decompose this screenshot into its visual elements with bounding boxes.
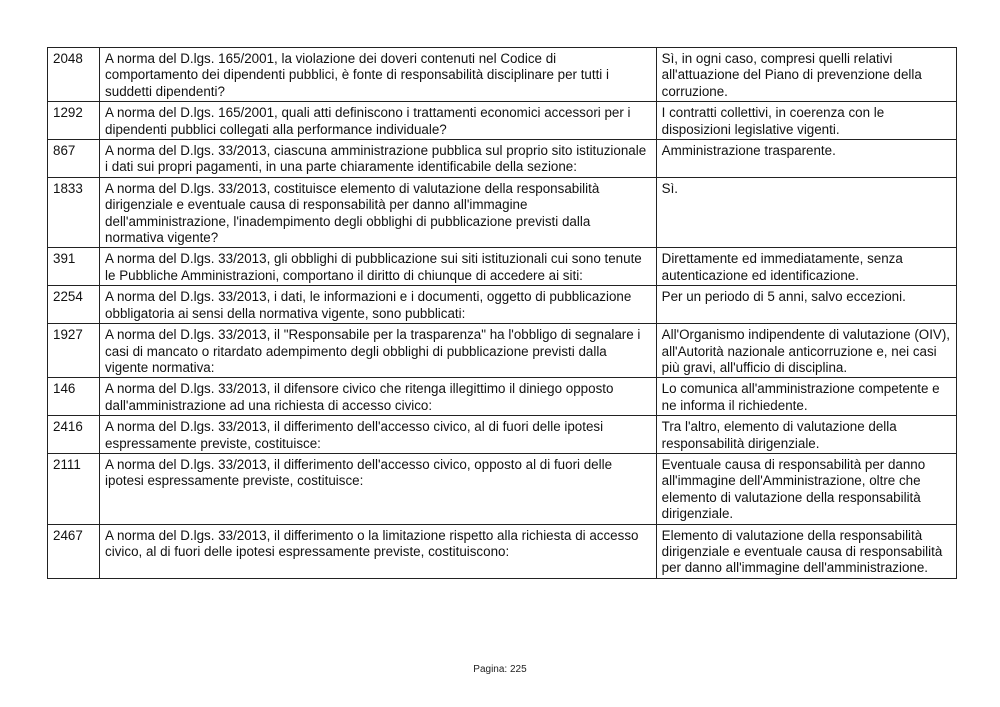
answer-text: I contratti collettivi, in coerenza con le disposizioni legislative vigenti.	[656, 102, 956, 140]
question-id: 867	[48, 140, 100, 178]
question-id: 1927	[48, 324, 100, 378]
table-row	[48, 248, 957, 286]
question-text: A norma del D.lgs. 33/2013, il "Responsabile per la trasparenza" ha l'obbligo di segnalare i casi di mancato o ritardato adempimento degli obblighi di pubblicazione previsti dalla vigente normativa:	[100, 324, 657, 378]
answer-text: Lo comunica all'amministrazione competente e ne informa il richiedente.	[656, 378, 956, 416]
answer-text: Eventuale causa di responsabilità per danno all'immagine dell'Amministrazione, oltre che elemento di valutazione della responsabilità dirigenziale.	[656, 453, 956, 524]
table-row	[48, 416, 957, 454]
question-id: 2416	[48, 416, 100, 454]
answer-text: Sì.	[656, 177, 956, 248]
question-text: A norma del D.lgs. 33/2013, i dati, le informazioni e i documenti, oggetto di pubblicazione obbligatoria ai sensi della normativa vigente, sono pubblicati:	[100, 286, 657, 324]
question-text: A norma del D.lgs. 33/2013, il differimento o la limitazione rispetto alla richiesta di accesso civico, al di fuori delle ipotesi espressamente previste, costituiscono:	[100, 524, 657, 578]
answer-text: Sì, in ogni caso, compresi quelli relativi all'attuazione del Piano di prevenzione della corruzione.	[656, 48, 956, 102]
question-text: A norma del D.lgs. 165/2001, la violazione dei doveri contenuti nel Codice di comportamento dei dipendenti pubblici, è fonte di responsabilità disciplinare per tutti i suddetti dipendenti?	[100, 48, 657, 102]
question-id: 146	[48, 378, 100, 416]
question-text: A norma del D.lgs. 33/2013, ciascuna amministrazione pubblica sul proprio sito istituzionale i dati sui propri pagamenti, in una parte chiaramente identificabile della sezione:	[100, 140, 657, 178]
question-id: 1833	[48, 177, 100, 248]
table-row	[48, 324, 957, 378]
table-row	[48, 524, 957, 578]
answer-text: All'Organismo indipendente di valutazione (OIV), all'Autorità nazionale anticorruzione e, nei casi più gravi, all'ufficio di disciplina.	[656, 324, 956, 378]
table-row	[48, 378, 957, 416]
table-row	[48, 140, 957, 178]
question-text: A norma del D.lgs. 33/2013, il differimento dell'accesso civico, al di fuori delle ipotesi espressamente previste, costituisce:	[100, 416, 657, 454]
table-row	[48, 453, 957, 524]
question-id: 1292	[48, 102, 100, 140]
question-text: A norma del D.lgs. 33/2013, il differimento dell'accesso civico, opposto al di fuori delle ipotesi espressamente previste, costituisce:	[100, 453, 657, 524]
question-id: 2467	[48, 524, 100, 578]
answer-text: Amministrazione trasparente.	[656, 140, 956, 178]
page-number: Pagina: 225	[473, 664, 527, 675]
question-id: 391	[48, 248, 100, 286]
question-text: A norma del D.lgs. 33/2013, gli obblighi di pubblicazione sui siti istituzionali cui sono tenute le Pubbliche Amministrazioni, comportano il diritto di chiunque di accedere ai siti:	[100, 248, 657, 286]
table-row	[48, 286, 957, 324]
table-row	[48, 177, 957, 248]
answer-text: Tra l'altro, elemento di valutazione della responsabilità dirigenziale.	[656, 416, 956, 454]
question-id: 2111	[48, 453, 100, 524]
table-row	[48, 102, 957, 140]
question-id: 2254	[48, 286, 100, 324]
answer-text: Per un periodo di 5 anni, salvo eccezioni.	[656, 286, 956, 324]
question-table	[47, 47, 957, 579]
question-text: A norma del D.lgs. 33/2013, il difensore civico che ritenga illegittimo il diniego opposto dall'amministrazione ad una richiesta di accesso civico:	[100, 378, 657, 416]
question-text: A norma del D.lgs. 165/2001, quali atti definiscono i trattamenti economici accessori per i dipendenti pubblici collegati alla performance individuale?	[100, 102, 657, 140]
question-text: A norma del D.lgs. 33/2013, costituisce elemento di valutazione della responsabilità dirigenziale e eventuale causa di responsabilità per danno all'immagine dell'amministrazione, l'inadempimento degli obblighi di pubblicazione previsti dalla normativa vigente?	[100, 177, 657, 248]
question-id: 2048	[48, 48, 100, 102]
answer-text: Elemento di valutazione della responsabilità dirigenziale e eventuale causa di responsabilità per danno all'immagine dell'amministrazione.	[656, 524, 956, 578]
table-row	[48, 48, 957, 102]
answer-text: Direttamente ed immediatamente, senza autenticazione ed identificazione.	[656, 248, 956, 286]
